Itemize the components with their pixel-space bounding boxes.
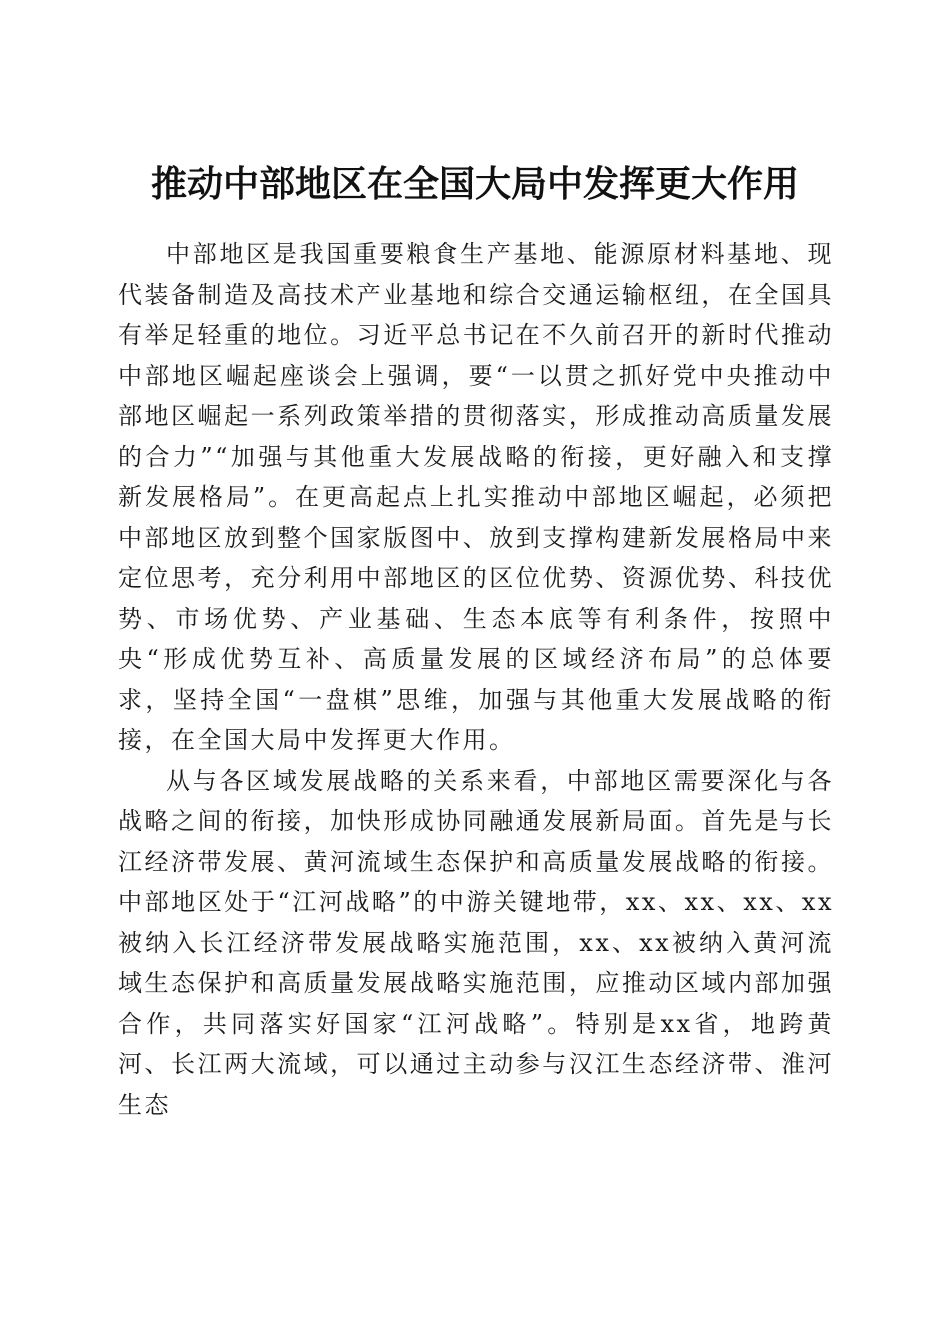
paragraph: 从与各区域发展战略的关系来看，中部地区需要深化与各战略之间的衔接，加快形成协同融通发展新局面。首先是与长江经济带发展、黄河流域生态保护和高质量发展战略的衔接。中部地区处于“江河战略”的中游关键地带，xx、xx、xx、xx被纳入长江经济带发展战略实施范围，xx、xx被纳入黄河流域生态保护和高质量发展战略实施范围，应推动区域内部加强合作，共同落实好国家“江河战略”。特别是xx省，地跨黄河、长江两大流域，可以通过主动参与汉江生态经济带、淮河生态 bbox=[118, 766, 834, 1119]
document-title: 推动中部地区在全国大局中发挥更大作用 bbox=[150, 163, 799, 206]
paragraph: 中部地区是我国重要粮食生产基地、能源原材料基地、现代装备制造及高技术产业基地和综合交通运输枢纽，在全国具有举足轻重的地位。习近平总书记在不久前召开的新时代推动中部地区崛起座谈会上强调，要“一以贯之抓好党中央推动中部地区崛起一系列政策举措的贯彻落实，形成推动高质量发展的合力”“加强与其他重大发展战略的衔接，更好融入和支撑新发展格局”。在更高起点上扎实推动中部地区崛起，必须把中部地区放到整个国家版图中、放到支撑构建新发展格局中来定位思考，充分利用中部地区的区位优势、资源优势、科技优势、市场优势、产业基础、生态本底等有利条件，按照中央“形成优势互补、高质量发展的区域经济布局”的总体要求，坚持全国“一盘棋”思维，加强与其他重大发展战略的衔接，在全国大局中发挥更大作用。 bbox=[118, 240, 834, 754]
document-body bbox=[118, 234, 834, 1125]
